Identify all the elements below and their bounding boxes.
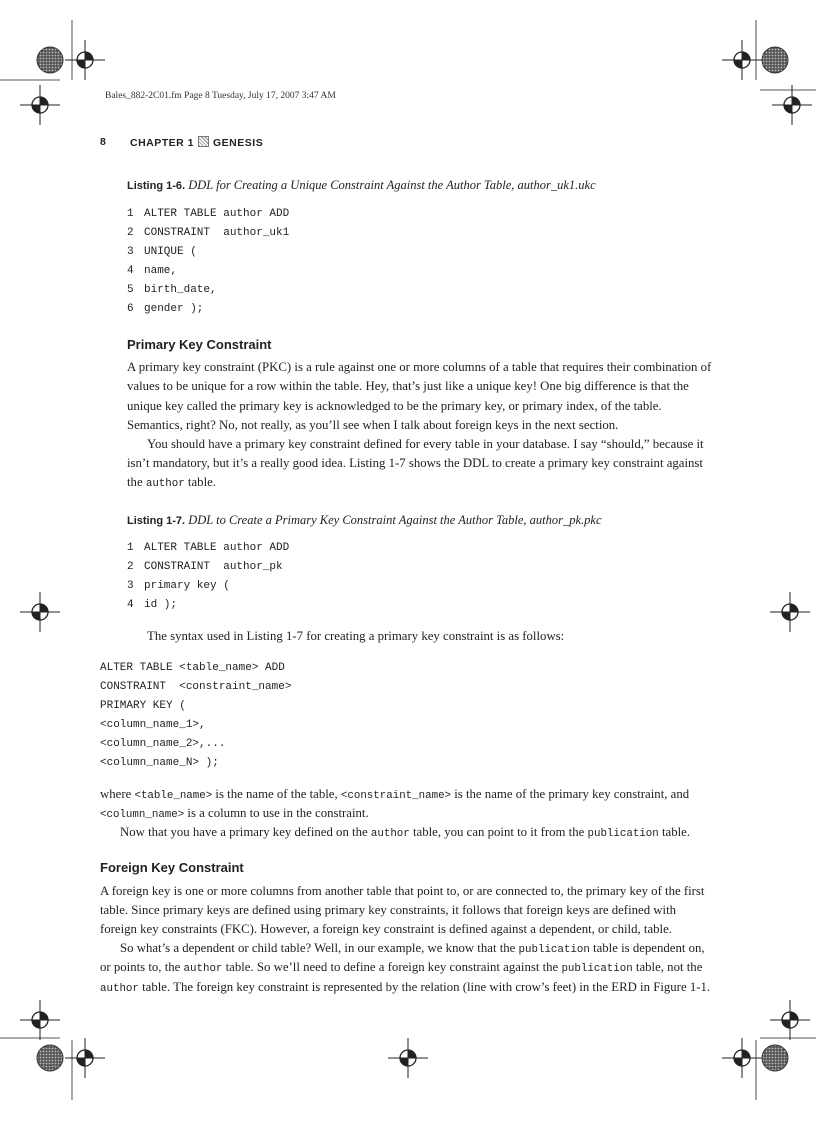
code-line: 1 ALTER TABLE author ADD: [127, 207, 290, 220]
inline-code: <column_name>: [100, 808, 185, 821]
inline-code: publication: [518, 944, 590, 957]
crosshair-bottom-left: [65, 1038, 105, 1078]
code-line: 3 UNIQUE (: [127, 245, 197, 258]
code-line: 2 CONSTRAINT author_uk1: [127, 226, 290, 239]
registration-dot-bottom-right: [762, 1045, 788, 1071]
section-heading-primary-key: Primary Key Constraint: [127, 336, 272, 352]
inline-code: author: [145, 478, 185, 491]
code-line: <column_name_N> );: [100, 756, 219, 769]
crosshair-right-middle: [770, 592, 810, 632]
inline-code: <constraint_name>: [340, 789, 452, 802]
listing-1-6-caption: [127, 176, 712, 195]
crosshair-right-upper: [772, 85, 812, 125]
file-slug: Bales_882-2C01.fm Page 8 Tuesday, July 17, 2007 3:47 AM: [105, 91, 336, 101]
code-line: 5 birth_date,: [127, 283, 217, 296]
chapter-separator-icon: [198, 136, 209, 147]
listing-label: Listing 1-6.: [127, 180, 186, 192]
inline-code: author: [370, 827, 410, 840]
code-line: 3 primary key (: [127, 580, 230, 593]
code-line: 4 name,: [127, 264, 178, 277]
code-line: PRIMARY KEY (: [100, 699, 186, 712]
code-line: 1 ALTER TABLE author ADD: [127, 542, 290, 555]
paragraph: where <table_name> is the name of the table, <constraint_name> is the name of the primary key constraint, and <column_name> is a column to use in the constraint.: [100, 786, 690, 821]
code-line: ALTER TABLE <table_name> ADD: [100, 661, 285, 674]
chapter-name: GENESIS: [213, 137, 264, 149]
inline-code: author: [183, 963, 223, 976]
code-line: 4 id );: [127, 599, 178, 612]
inline-code: publication: [561, 963, 633, 976]
paragraph: Now that you have a primary key defined on the author table, you can point to it from the publication table.: [120, 824, 691, 840]
listing-1-7-caption: [127, 511, 712, 530]
inline-code: <table_name>: [134, 789, 213, 802]
listing-1-7-code: [127, 539, 712, 615]
crosshair-bottom-center: [388, 1038, 428, 1078]
inline-code: publication: [587, 827, 659, 840]
listing-title: DDL for Creating a Unique Constraint Against the Author Table, author_uk1.ukc: [188, 178, 596, 192]
registration-dot-top-right: [762, 47, 788, 73]
code-line: <column_name_2>,...: [100, 737, 226, 750]
page-number: 8: [100, 136, 107, 148]
crosshair-left-middle: [20, 592, 60, 632]
paragraph: You should have a primary key constraint defined for every table in your database. I say “should,” because it isn’t mandatory, but it’s a really good idea. Listing 1-7 shows the DDL to create a primary key constraint against the author table.: [127, 437, 704, 491]
listing-title: DDL to Create a Primary Key Constraint Against the Author Table, author_pk.pkc: [188, 512, 602, 527]
crosshair-top-left: [65, 40, 105, 80]
crosshair-left-lower: [20, 1000, 60, 1040]
code-line: 6 gender );: [127, 302, 204, 315]
paragraph: So what’s a dependent or child table? Well, in our example, we know that the publication table is dependent on, or points to, the author table. So we’ll need to define a foreign key constraint against the publication table, not the author table. The foreign key constraint is represented by the relation (line with crow’s feet) in the ERD in Figure 1-1.: [100, 941, 711, 995]
page-body: [100, 176, 712, 997]
registration-dot-bottom-left: [37, 1045, 63, 1071]
paragraph: The syntax used in Listing 1-7 for creating a primary key constraint is as follows:: [147, 629, 565, 644]
registration-dot-top-left: [37, 47, 63, 73]
syntax-code: [100, 659, 712, 773]
listing-1-6-code: [127, 205, 712, 319]
inline-code: author: [100, 982, 139, 995]
code-line: 2 CONSTRAINT author_pk: [127, 561, 283, 574]
crosshair-left-upper: [20, 85, 60, 125]
code-line: <column_name_1>,: [100, 718, 206, 731]
chapter-label: CHAPTER 1: [130, 137, 195, 149]
chapter-title: [130, 136, 263, 149]
section-heading-foreign-key: Foreign Key Constraint: [100, 860, 244, 876]
code-line: CONSTRAINT <constraint_name>: [100, 680, 292, 693]
listing-label: Listing 1-7.: [127, 514, 186, 527]
paragraph: A primary key constraint (PKC) is a rule against one or more columns of a table that requires their combination of values to be unique for a row within the table. Hey, that’s just like a unique key! One big difference is that the unique key called the primary key is acknowledged to be the primary key, or primary index, of the table. Semantics, right? No, not really, as you’ll see when I talk about foreign keys in the next section.: [127, 360, 712, 432]
paragraph: A foreign key is one or more columns from another table that point to, or are connected to, the primary key of the first table. Since primary keys are defined using primary key constraints, it follows that foreign keys are defined with foreign key constraints (FKC). However, a foreign key constraint is defined against a dependent, or child, table.: [100, 883, 705, 936]
crosshair-right-lower: [770, 1000, 810, 1040]
